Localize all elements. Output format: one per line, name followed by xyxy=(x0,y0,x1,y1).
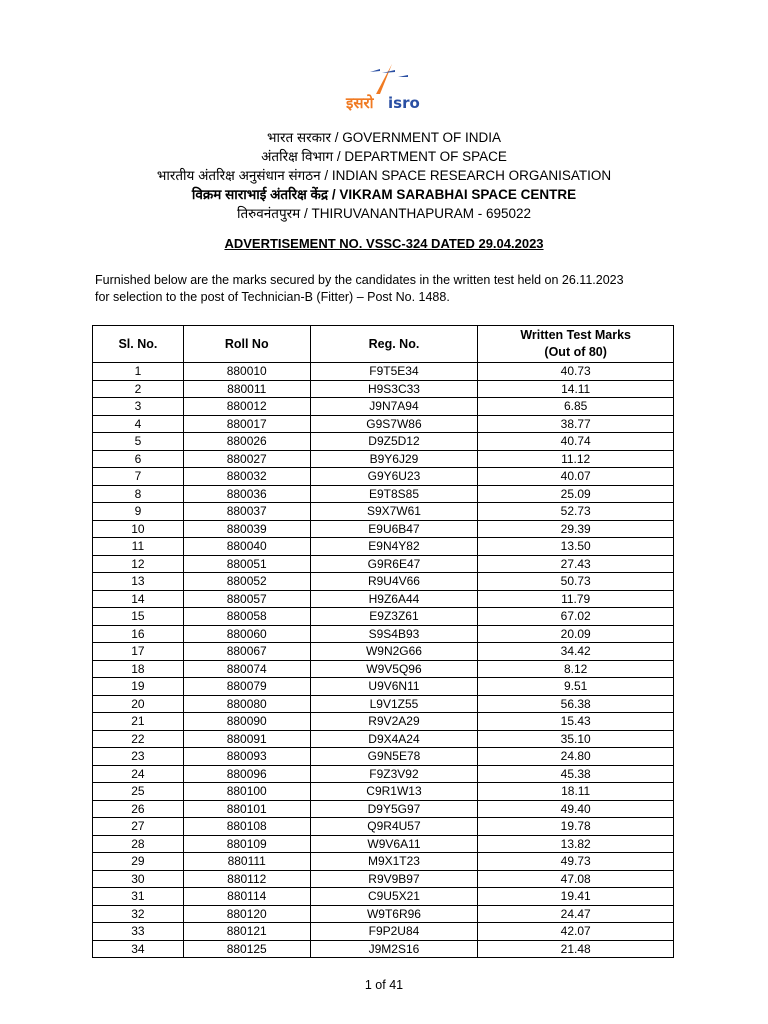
cell-reg-no: E9U6B47 xyxy=(310,520,478,538)
cell-roll-no: 880108 xyxy=(183,818,310,836)
cell-marks: 40.74 xyxy=(478,433,674,451)
cell-sl-no: 4 xyxy=(93,415,184,433)
cell-reg-no: F9T5E34 xyxy=(310,363,478,381)
cell-reg-no: H9S3C33 xyxy=(310,380,478,398)
cell-roll-no: 880052 xyxy=(183,573,310,591)
cell-reg-no: S9S4B93 xyxy=(310,625,478,643)
cell-reg-no: R9U4V66 xyxy=(310,573,478,591)
cell-sl-no: 16 xyxy=(93,625,184,643)
cell-sl-no: 1 xyxy=(93,363,184,381)
cell-reg-no: D9Y5G97 xyxy=(310,800,478,818)
cell-sl-no: 22 xyxy=(93,730,184,748)
cell-roll-no: 880091 xyxy=(183,730,310,748)
table-row xyxy=(93,835,674,853)
cell-marks: 35.10 xyxy=(478,730,674,748)
cell-roll-no: 880109 xyxy=(183,835,310,853)
cell-sl-no: 14 xyxy=(93,590,184,608)
cell-marks: 49.40 xyxy=(478,800,674,818)
table-row xyxy=(93,573,674,591)
cell-roll-no: 880057 xyxy=(183,590,310,608)
cell-marks: 56.38 xyxy=(478,695,674,713)
table-row xyxy=(93,503,674,521)
cell-sl-no: 15 xyxy=(93,608,184,626)
cell-sl-no: 8 xyxy=(93,485,184,503)
intro-line-2: for selection to the post of Technician-B (Fitter) – Post No. 1488. xyxy=(95,290,450,304)
cell-marks: 19.41 xyxy=(478,888,674,906)
cell-roll-no: 880017 xyxy=(183,415,310,433)
cell-roll-no: 880112 xyxy=(183,870,310,888)
cell-marks: 27.43 xyxy=(478,555,674,573)
cell-sl-no: 18 xyxy=(93,660,184,678)
cell-roll-no: 880079 xyxy=(183,678,310,696)
table-row xyxy=(93,450,674,468)
intro-paragraph xyxy=(95,272,695,306)
cell-marks: 11.79 xyxy=(478,590,674,608)
table-row xyxy=(93,398,674,416)
table-row xyxy=(93,678,674,696)
cell-sl-no: 31 xyxy=(93,888,184,906)
cell-marks: 13.50 xyxy=(478,538,674,556)
cell-marks: 6.85 xyxy=(478,398,674,416)
header-marks-scale: (Out of 80) xyxy=(544,345,607,359)
table-row xyxy=(93,748,674,766)
cell-roll-no: 880121 xyxy=(183,923,310,941)
cell-roll-no: 880060 xyxy=(183,625,310,643)
cell-sl-no: 25 xyxy=(93,783,184,801)
table-row xyxy=(93,923,674,941)
cell-roll-no: 880012 xyxy=(183,398,310,416)
cell-sl-no: 5 xyxy=(93,433,184,451)
table-row xyxy=(93,660,674,678)
cell-reg-no: W9V6A11 xyxy=(310,835,478,853)
cell-roll-no: 880036 xyxy=(183,485,310,503)
cell-sl-no: 20 xyxy=(93,695,184,713)
table-row xyxy=(93,608,674,626)
cell-marks: 15.43 xyxy=(478,713,674,731)
header-sl-no: Sl. No. xyxy=(93,326,184,363)
cell-sl-no: 19 xyxy=(93,678,184,696)
cell-sl-no: 17 xyxy=(93,643,184,661)
cell-reg-no: R9V2A29 xyxy=(310,713,478,731)
cell-roll-no: 880040 xyxy=(183,538,310,556)
cell-roll-no: 880011 xyxy=(183,380,310,398)
table-row xyxy=(93,433,674,451)
cell-roll-no: 880120 xyxy=(183,905,310,923)
cell-marks: 47.08 xyxy=(478,870,674,888)
cell-marks: 45.38 xyxy=(478,765,674,783)
organisation-header xyxy=(0,128,768,223)
cell-sl-no: 21 xyxy=(93,713,184,731)
cell-reg-no: U9V6N11 xyxy=(310,678,478,696)
table-row xyxy=(93,695,674,713)
cell-marks: 34.42 xyxy=(478,643,674,661)
cell-roll-no: 880100 xyxy=(183,783,310,801)
cell-reg-no: F9P2U84 xyxy=(310,923,478,941)
cell-sl-no: 29 xyxy=(93,853,184,871)
cell-marks: 29.39 xyxy=(478,520,674,538)
table-row xyxy=(93,870,674,888)
header-marks-label: Written Test Marks xyxy=(520,328,632,342)
cell-sl-no: 2 xyxy=(93,380,184,398)
table-row xyxy=(93,643,674,661)
cell-roll-no: 880096 xyxy=(183,765,310,783)
table-row xyxy=(93,730,674,748)
table-header-row xyxy=(93,326,674,363)
cell-marks: 11.12 xyxy=(478,450,674,468)
table-row xyxy=(93,713,674,731)
cell-reg-no: J9M2S16 xyxy=(310,940,478,958)
table-row xyxy=(93,555,674,573)
cell-roll-no: 880111 xyxy=(183,853,310,871)
cell-roll-no: 880010 xyxy=(183,363,310,381)
cell-marks: 52.73 xyxy=(478,503,674,521)
header-line-city: तिरुवनंतपुरम / THIRUVANANTHAPURAM - 695022 xyxy=(236,206,532,221)
cell-sl-no: 30 xyxy=(93,870,184,888)
cell-sl-no: 28 xyxy=(93,835,184,853)
header-roll-no: Roll No xyxy=(183,326,310,363)
table-row xyxy=(93,940,674,958)
cell-reg-no: G9R6E47 xyxy=(310,555,478,573)
cell-reg-no: S9X7W61 xyxy=(310,503,478,521)
cell-marks: 24.80 xyxy=(478,748,674,766)
cell-sl-no: 23 xyxy=(93,748,184,766)
cell-sl-no: 33 xyxy=(93,923,184,941)
table-row xyxy=(93,380,674,398)
table-row xyxy=(93,853,674,871)
cell-roll-no: 880026 xyxy=(183,433,310,451)
table-row xyxy=(93,520,674,538)
cell-reg-no: D9Z5D12 xyxy=(310,433,478,451)
cell-marks: 8.12 xyxy=(478,660,674,678)
table-row xyxy=(93,783,674,801)
cell-marks: 21.48 xyxy=(478,940,674,958)
cell-reg-no: M9X1T23 xyxy=(310,853,478,871)
header-reg-no: Reg. No. xyxy=(310,326,478,363)
table-row xyxy=(93,415,674,433)
cell-roll-no: 880037 xyxy=(183,503,310,521)
cell-reg-no: L9V1Z55 xyxy=(310,695,478,713)
cell-reg-no: G9N5E78 xyxy=(310,748,478,766)
cell-marks: 50.73 xyxy=(478,573,674,591)
cell-roll-no: 880093 xyxy=(183,748,310,766)
header-line-department: अंतरिक्ष विभाग / DEPARTMENT OF SPACE xyxy=(261,149,507,164)
table-row xyxy=(93,363,674,381)
cell-roll-no: 880067 xyxy=(183,643,310,661)
cell-roll-no: 880090 xyxy=(183,713,310,731)
cell-reg-no: W9T6R96 xyxy=(310,905,478,923)
cell-reg-no: E9N4Y82 xyxy=(310,538,478,556)
cell-marks: 49.73 xyxy=(478,853,674,871)
cell-roll-no: 880027 xyxy=(183,450,310,468)
cell-marks: 13.82 xyxy=(478,835,674,853)
cell-sl-no: 24 xyxy=(93,765,184,783)
header-line-government: भारत सरकार / GOVERNMENT OF INDIA xyxy=(266,130,501,145)
table-row xyxy=(93,765,674,783)
cell-roll-no: 880080 xyxy=(183,695,310,713)
isro-logo xyxy=(340,58,430,114)
cell-roll-no: 880058 xyxy=(183,608,310,626)
table-row xyxy=(93,538,674,556)
cell-reg-no: G9S7W86 xyxy=(310,415,478,433)
cell-reg-no: F9Z3V92 xyxy=(310,765,478,783)
cell-roll-no: 880074 xyxy=(183,660,310,678)
cell-marks: 18.11 xyxy=(478,783,674,801)
cell-marks: 19.78 xyxy=(478,818,674,836)
cell-sl-no: 32 xyxy=(93,905,184,923)
table-row xyxy=(93,590,674,608)
header-line-centre: विक्रम साराभाई अंतरिक्ष केंद्र / VIKRAM SARABHAI SPACE CENTRE xyxy=(191,187,577,202)
cell-reg-no: R9V9B97 xyxy=(310,870,478,888)
cell-reg-no: Q9R4U57 xyxy=(310,818,478,836)
cell-reg-no: J9N7A94 xyxy=(310,398,478,416)
cell-marks: 40.73 xyxy=(478,363,674,381)
table-row xyxy=(93,905,674,923)
cell-marks: 14.11 xyxy=(478,380,674,398)
table-row xyxy=(93,468,674,486)
cell-marks: 38.77 xyxy=(478,415,674,433)
cell-reg-no: B9Y6J29 xyxy=(310,450,478,468)
cell-sl-no: 9 xyxy=(93,503,184,521)
cell-reg-no: E9Z3Z61 xyxy=(310,608,478,626)
isro-logo-icon xyxy=(340,58,430,114)
table-row xyxy=(93,625,674,643)
cell-marks: 40.07 xyxy=(478,468,674,486)
cell-marks: 42.07 xyxy=(478,923,674,941)
cell-reg-no: D9X4A24 xyxy=(310,730,478,748)
table-row xyxy=(93,888,674,906)
page-number: 1 of 41 xyxy=(364,978,404,992)
advertisement-title: ADVERTISEMENT NO. VSSC-324 DATED 29.04.2023 xyxy=(224,236,544,251)
header-marks xyxy=(478,326,674,363)
cell-sl-no: 26 xyxy=(93,800,184,818)
cell-sl-no: 12 xyxy=(93,555,184,573)
cell-sl-no: 11 xyxy=(93,538,184,556)
cell-reg-no: H9Z6A44 xyxy=(310,590,478,608)
cell-reg-no: C9R1W13 xyxy=(310,783,478,801)
cell-reg-no: G9Y6U23 xyxy=(310,468,478,486)
cell-roll-no: 880125 xyxy=(183,940,310,958)
intro-line-1: Furnished below are the marks secured by the candidates in the written test held on 26.11.2023 xyxy=(95,273,624,287)
table-row xyxy=(93,800,674,818)
cell-sl-no: 13 xyxy=(93,573,184,591)
cell-reg-no: W9N2G66 xyxy=(310,643,478,661)
cell-roll-no: 880039 xyxy=(183,520,310,538)
cell-roll-no: 880032 xyxy=(183,468,310,486)
cell-marks: 25.09 xyxy=(478,485,674,503)
table-body xyxy=(93,363,674,958)
cell-marks: 67.02 xyxy=(478,608,674,626)
table-row xyxy=(93,485,674,503)
cell-marks: 9.51 xyxy=(478,678,674,696)
cell-roll-no: 880051 xyxy=(183,555,310,573)
cell-sl-no: 3 xyxy=(93,398,184,416)
logo-hindi-text: इसरो xyxy=(346,94,374,112)
cell-sl-no: 34 xyxy=(93,940,184,958)
cell-reg-no: E9T8S85 xyxy=(310,485,478,503)
cell-reg-no: W9V5Q96 xyxy=(310,660,478,678)
cell-sl-no: 6 xyxy=(93,450,184,468)
cell-roll-no: 880114 xyxy=(183,888,310,906)
cell-sl-no: 27 xyxy=(93,818,184,836)
header-line-organisation: भारतीय अंतरिक्ष अनुसंधान संगठन / INDIAN SPACE RESEARCH ORGANISATION xyxy=(156,168,612,183)
cell-sl-no: 10 xyxy=(93,520,184,538)
cell-marks: 20.09 xyxy=(478,625,674,643)
marks-table xyxy=(92,325,674,958)
table-row xyxy=(93,818,674,836)
cell-reg-no: C9U5X21 xyxy=(310,888,478,906)
cell-marks: 24.47 xyxy=(478,905,674,923)
logo-latin-text: isro xyxy=(388,94,420,112)
cell-roll-no: 880101 xyxy=(183,800,310,818)
cell-sl-no: 7 xyxy=(93,468,184,486)
